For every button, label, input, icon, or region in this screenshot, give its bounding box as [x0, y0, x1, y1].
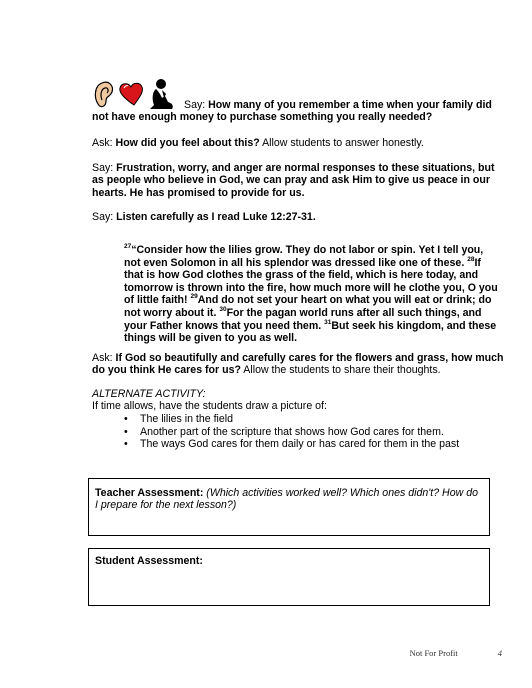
verse-text: But seek his kingdom, and these things will be given to you as well. [124, 319, 497, 345]
ask-question: How did you feel about this? [115, 137, 260, 149]
alternate-activity-list [124, 413, 504, 451]
say-label: Say: [184, 99, 209, 111]
verse-number: 31 [324, 318, 332, 326]
say-prompt-1 [92, 99, 507, 124]
verse-text: If that is how God clothes the grass of the field, which is here today, and tomorrow is thrown into the fire, how much more will he clothe you, O you of little faith! [124, 256, 498, 307]
verse-text: “Consider how the lilies grow. They do not labor or spin. Yet I tell you, not even Solomon in all his splendor was dressed like one of these. [124, 244, 484, 269]
ask-label: Ask: [92, 137, 116, 149]
verse-number: 30 [219, 305, 227, 313]
verse-text: For the pagan world runs after all such things, and your Father knows that you need them. [124, 306, 482, 332]
say-text: How many of you remember a time when your family did not have enough money to purchase something you really needed? [92, 99, 492, 124]
verse-number: 28 [467, 255, 475, 263]
teacher-assessment-prompt: (Which activities worked well? Which ones didn't? How do I prepare for the next lesson?) [95, 487, 478, 512]
verse-number: 29 [190, 293, 198, 301]
page-footer [410, 647, 502, 659]
ask-prompt-1 [92, 137, 507, 149]
verse-number: 27 [124, 243, 132, 250]
say-text: Listen carefully as I read Luke 12:27-31. [116, 211, 316, 223]
alternate-activity-title: ALTERNATE ACTIVITY: [92, 388, 206, 400]
ask-question: If God so beautifully and carefully cares for the flowers and grass, how much do you think He cares for us? [92, 352, 504, 377]
footer-text: Not For Profit [409, 648, 458, 658]
teacher-assessment-box[interactable] [88, 478, 490, 536]
say-prompt-2 [92, 162, 507, 199]
verse-text: And do not set your heart on what you will eat or drink; do not worry about it. [124, 294, 492, 319]
scripture-passage [124, 244, 501, 345]
ask-instruction: Allow students to answer honestly. [259, 137, 424, 149]
student-assessment-box[interactable] [88, 548, 490, 606]
ask-prompt-2 [92, 352, 507, 377]
say-label: Say: [92, 162, 117, 174]
teacher-assessment-label: Teacher Assessment: [95, 487, 204, 499]
list-item: • The ways God cares for them daily or has cared for them in the past [124, 438, 504, 451]
list-item: • The lilies in the field [124, 413, 504, 426]
alternate-activity-intro: If time allows, have the students draw a picture of: [92, 400, 327, 412]
ask-instruction: Allow the students to share their thoughts. [240, 364, 441, 377]
say-text: Frustration, worry, and anger are normal responses to these situations, but as people who believe in God, we can pray and ask Him to give us peace in our hearts. He has promised to provide for us. [92, 162, 495, 199]
page-number: 4 [497, 648, 502, 658]
say-label: Say: [92, 211, 117, 223]
say-prompt-3 [92, 211, 507, 223]
list-item: • Another part of the scripture that shows how God cares for them. [124, 426, 504, 439]
student-assessment-label: Student Assessment: [95, 555, 203, 567]
ask-label: Ask: [92, 352, 116, 364]
